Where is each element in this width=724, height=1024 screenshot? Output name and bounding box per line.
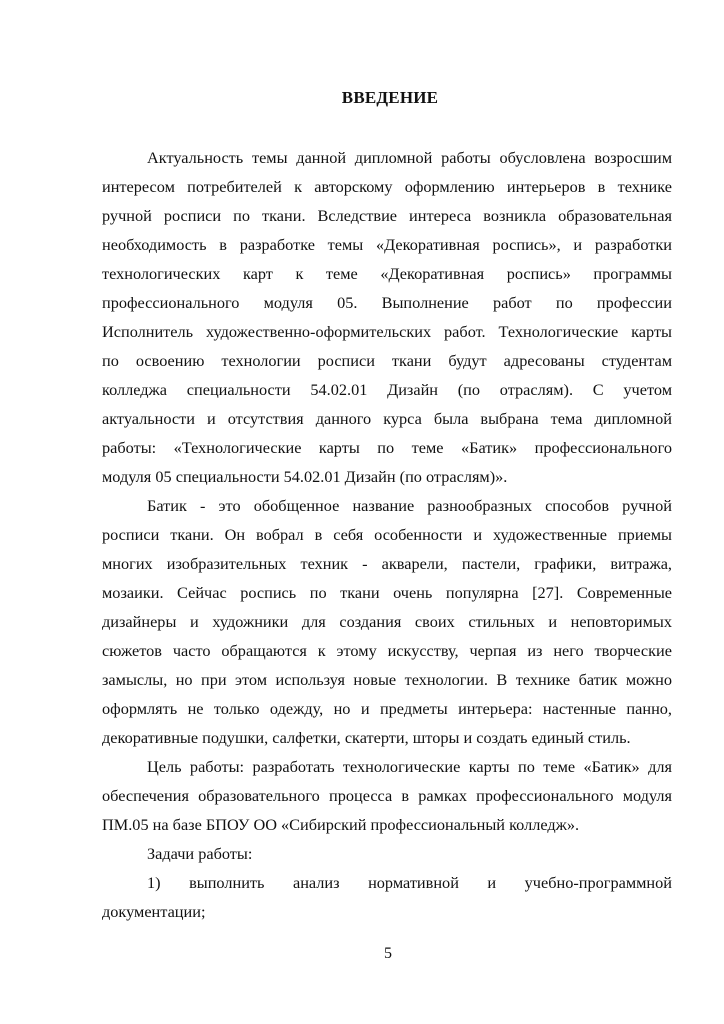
text-line: модуля 05 специальности 54.02.01 Дизайн (по отраслям)». xyxy=(102,467,508,486)
text-line: сюжетов часто обращаются к этому искусству, черпая из него творческие xyxy=(102,641,672,660)
text-line: декоративные подушки, салфетки, скатерти, шторы и создать единый стиль. xyxy=(102,728,631,747)
body-text xyxy=(102,143,672,926)
text-line: 1) выполнить анализ нормативной и учебно-программной xyxy=(147,873,672,892)
text-line: работы: «Технологические карты по теме «Батик» профессионального xyxy=(102,438,672,457)
text-line: оформлять не только одежду, но и предметы интерьера: настенные панно, xyxy=(102,699,672,718)
text-line: колледжа специальности 54.02.01 Дизайн (по отраслям). С учетом xyxy=(102,380,672,399)
paragraph-tasks-heading xyxy=(102,839,672,868)
paragraph-relevance xyxy=(102,143,672,491)
text-line: документации; xyxy=(102,902,206,921)
text-line: обеспечения образовательного процесса в рамках профессионального модуля xyxy=(102,786,672,805)
text-line: дизайнеры и художники для создания своих стильных и неповторимых xyxy=(102,612,672,631)
text-line: Исполнитель художественно-оформительских работ. Технологические карты xyxy=(102,322,672,341)
text-line: необходимость в разработке темы «Декоративная роспись», и разработки xyxy=(102,235,672,254)
paragraph-goal xyxy=(102,752,672,839)
text-line: профессионального модуля 05. Выполнение работ по профессии xyxy=(102,293,672,312)
text-line: замыслы, но при этом используя новые технологии. В технике батик можно xyxy=(102,670,672,689)
text-line: мозаики. Сейчас роспись по ткани очень популярна [27]. Современные xyxy=(102,583,672,602)
text-line: Цель работы: разработать технологические карты по теме «Батик» для xyxy=(147,757,672,776)
text-line: интересом потребителей к авторскому оформлению интерьеров в технике xyxy=(102,177,672,196)
text-line: ручной росписи по ткани. Вследствие интереса возникла образовательная xyxy=(102,206,672,225)
text-line: Батик - это обобщенное название разнообразных способов ручной xyxy=(147,496,672,515)
text-line: Актуальность темы данной дипломной работы обусловлена возросшим xyxy=(147,148,672,167)
text-line: ПМ.05 на базе БПОУ ОО «Сибирский профессиональный колледж». xyxy=(102,815,580,834)
text-line: многих изобразительных техник - акварели, пастели, графики, витража, xyxy=(102,554,672,573)
page-number: 5 xyxy=(384,945,392,962)
paragraph-batik xyxy=(102,491,672,752)
page-title: ВВЕДЕНИЕ xyxy=(341,88,439,107)
text-line: актуальности и отсутствия данного курса была выбрана тема дипломной xyxy=(102,409,672,428)
text-line: технологических карт к теме «Декоративная роспись» программы xyxy=(102,264,672,283)
text-line: по освоению технологии росписи ткани будут адресованы студентам xyxy=(102,351,672,370)
text-line: Задачи работы: xyxy=(147,844,253,863)
paragraph-task-1 xyxy=(102,868,672,926)
text-line: росписи ткани. Он вобрал в себя особенности и художественные приемы xyxy=(102,525,672,544)
